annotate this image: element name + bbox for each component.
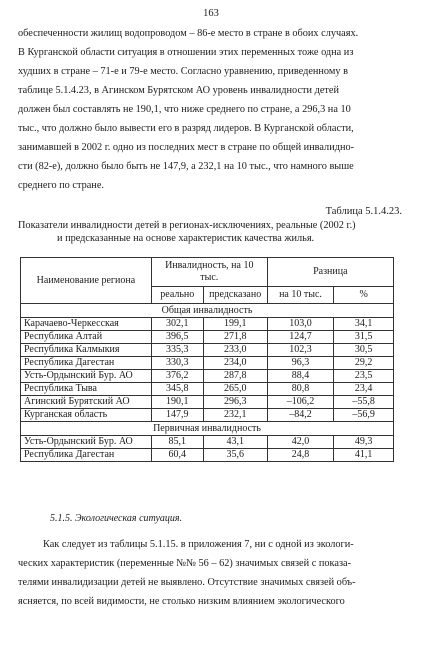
subheader-percent: % [334, 287, 394, 304]
real-value-cell: 396,5 [151, 331, 203, 344]
region-name-cell: Республика Дагестан [21, 357, 152, 370]
table-row [21, 344, 394, 357]
disability-table [20, 257, 394, 462]
text-line: таблице 5.1.4.23, в Агинском Бурятском АО уровень инвалидности детей [18, 85, 339, 96]
predicted-value-cell: 287,8 [203, 370, 267, 383]
region-name-cell: Агинский Бурятский АО [21, 396, 152, 409]
table-row [21, 370, 394, 383]
intro-paragraph [18, 24, 414, 195]
region-name-cell: Карачаево-Черкесская [21, 318, 152, 331]
predicted-value-cell: 199,1 [203, 318, 267, 331]
table-row [21, 383, 394, 396]
region-name-cell: Усть-Ордынский Бур. АО [21, 370, 152, 383]
predicted-value-cell: 35,6 [203, 449, 267, 462]
subsection-title: 5.1.5. Экологическая ситуация. [50, 513, 183, 524]
table-row [21, 331, 394, 344]
table-row [21, 436, 394, 449]
predicted-value-cell: 265,0 [203, 383, 267, 396]
group-header-primary: Первичная инвалидность [21, 422, 394, 436]
region-name-cell: Республика Калмыкия [21, 344, 152, 357]
text-line: В Курганской области ситуация в отношении этих переменных тоже одна из [18, 47, 354, 58]
difference-cell: 103,0 [267, 318, 334, 331]
text-line: должен был составлять не 190,1, что ниже среднего по стране, а 296,3 на 10 [18, 104, 351, 115]
table-caption-line: и предсказанные на основе характеристик качества жилья. [57, 233, 315, 244]
text-line: сти (82-е), должно было быть не 147,9, а 232,1 на 10 тыс., что намного выше [18, 161, 354, 172]
table-number: Таблица 5.1.4.23. [325, 206, 402, 217]
table-row [21, 396, 394, 409]
text-line: ческих характеристик (переменные №№ 56 – 62) значимых связей с показа- [18, 558, 352, 569]
predicted-value-cell: 271,8 [203, 331, 267, 344]
predicted-value-cell: 232,1 [203, 409, 267, 422]
text-line: среднего по стране. [18, 180, 104, 191]
real-value-cell: 345,8 [151, 383, 203, 396]
difference-cell: 24,8 [267, 449, 334, 462]
table-caption-line: Показатели инвалидности детей в регионах-исключениях, реальные (2002 г.) [18, 220, 356, 231]
table-row [21, 409, 394, 422]
outro-paragraph [18, 535, 414, 611]
percent-cell: 30,5 [334, 344, 394, 357]
percent-cell: 49,3 [334, 436, 394, 449]
region-name-cell: Усть-Ордынский Бур. АО [21, 436, 152, 449]
subheader-real: реально [151, 287, 203, 304]
real-value-cell: 302,1 [151, 318, 203, 331]
real-value-cell: 330,3 [151, 357, 203, 370]
real-value-cell: 60,4 [151, 449, 203, 462]
percent-cell: 41,1 [334, 449, 394, 462]
difference-cell: 80,8 [267, 383, 334, 396]
table-row [21, 318, 394, 331]
percent-cell: 23,4 [334, 383, 394, 396]
real-value-cell: 85,1 [151, 436, 203, 449]
text-line: худших в стране – 71-е и 79-е место. Согласно уравнению, приведенному в [18, 66, 348, 77]
percent-cell: 23,5 [334, 370, 394, 383]
difference-cell: –106,2 [267, 396, 334, 409]
region-name-cell: Республика Дагестан [21, 449, 152, 462]
predicted-value-cell: 43,1 [203, 436, 267, 449]
text-line: ясняется, по всей видимости, не столько низким влиянием экологического [18, 596, 345, 607]
difference-cell: 96,3 [267, 357, 334, 370]
page-number: 163 [203, 8, 219, 19]
column-header-disability: Инвалидность, на 10 тыс. [151, 258, 267, 287]
region-name-cell: Республика Алтай [21, 331, 152, 344]
table-row [21, 357, 394, 370]
table-caption [18, 219, 414, 245]
percent-cell: –56,9 [334, 409, 394, 422]
predicted-value-cell: 234,0 [203, 357, 267, 370]
percent-cell: 31,5 [334, 331, 394, 344]
region-name-cell: Курганская область [21, 409, 152, 422]
percent-cell: 29,2 [334, 357, 394, 370]
predicted-value-cell: 296,3 [203, 396, 267, 409]
column-header-region: Наименование региона [21, 258, 152, 304]
subheader-per-10k: на 10 тыс. [267, 287, 334, 304]
text-line: телями инвалидизации детей не выявлено. Отсутствие значимых связей объ- [18, 577, 356, 588]
region-name-cell: Республика Тыва [21, 383, 152, 396]
table-row [21, 449, 394, 462]
text-line: Как следует из таблицы 5.1.15. в приложения 7, ни с одной из экологи- [43, 539, 354, 550]
column-header-difference: Разница [267, 258, 393, 287]
real-value-cell: 190,1 [151, 396, 203, 409]
text-line: занимавшей в 2002 г. одно из последних мест в стране по общей инвалидно- [18, 142, 355, 153]
text-line: тыс., что должно было вывести его в разряд лидеров. В Курганской области, [18, 123, 354, 134]
real-value-cell: 335,3 [151, 344, 203, 357]
real-value-cell: 147,9 [151, 409, 203, 422]
difference-cell: –84,2 [267, 409, 334, 422]
group-header-general: Общая инвалидность [21, 304, 394, 318]
difference-cell: 42,0 [267, 436, 334, 449]
percent-cell: 34,1 [334, 318, 394, 331]
difference-cell: 88,4 [267, 370, 334, 383]
difference-cell: 124,7 [267, 331, 334, 344]
difference-cell: 102,3 [267, 344, 334, 357]
text-line: обеспеченности жилищ водопроводом – 86-е место в стране в обоих случаях. [18, 28, 359, 39]
percent-cell: –55,8 [334, 396, 394, 409]
real-value-cell: 376,2 [151, 370, 203, 383]
subheader-predicted: предсказано [203, 287, 267, 304]
predicted-value-cell: 233,0 [203, 344, 267, 357]
